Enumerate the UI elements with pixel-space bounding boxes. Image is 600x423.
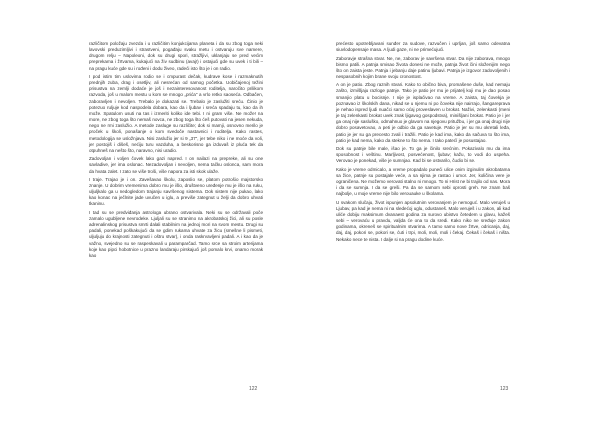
paragraph: I pod istim tim uslovima rodio se i cmpurast dečak, kudrave kose i razmaknutih prednjih zuba, drag i osetljiv, ali nesrećan od samog početka. Uobičajenoj težini prisustva na zemlji dodaće je još i nezainteresovanost roditelja, naročito prilikom razvoda, još u malom mestu u kom se mnogo „prića" a vrlo retko saoseća. Odbačen, zaboravljen i nevoljen. Trebalo je dokazati se. Trebalo je zaslužiti sreću. Činio je potezuo ruljuje kod naspodela dobara, kao da i ljubav i sreća spadaju tu, kao da ih može. Spatulom usuti na tas i izmeriti koliko ide tebi. I ni gram više. Ne može! na more, ne zbog toga što nemaš novca, ne zbog toga što ćeš putovati na jesen nekuda, nego ne rmi zaslužio. A metode zasluge su različite; dok si mamji, osnovno merilo je proček u školi, ponašanje o kom svedoče nastavnici i roditelja. Kako rastes, metodologija se usložnjava. Nisi zaslužio jer si 9 „37", jer tebe niko i ne moće da voli, jer postojiš i dišeš, nećiju turu vazduha, a beskorisno ga izduvaš iz pluća tek da otpuhneš na nešto što, naravno, nisi uradio. — [89, 73, 263, 153]
right-page-text-column — [336, 41, 510, 243]
paragraph: I tad su se predviđanja astrologa ubrano ostvarivala. Neki su se održavali poče zamalo ugubljene nevrodeke. Ljuljali su se stranimo na akrobatskoj žici, ali su posle adrenalinskog prisustva smrti dalali stabilnim na jednoj mori na svom mestu. Drugi su padali, ponekad poškakujući da se gdim rukama uhvate za žicu (smešne li pismeti, uljuljuju do krajnosti zategnuti i oštru stvar), i onda raskrvavljeni padali. A i kao da je važno, svejedno su se raspeskavali u paramparčad. Tamo srce sa stroim arterijama koje kao pipci hobotnice u prazno landaraju pirskajući još pomalo krvi, onamo morak kao — [89, 209, 263, 258]
left-page-text-column — [89, 41, 263, 259]
paragraph: prećesto upotrebljavani sunđer za sudove, razvučen i uprljan, još samo odevatna siuvlodopensaje masa. A ljudi gaze, ni ne primećujući. — [336, 41, 510, 53]
paragraph: različitom položaju zvezda i u različitim konjukcijama planeta i da su zbog toga neki lavovski preduzimljivi i strastveni, pogađaju svaku metu i ostvaruju sve namere, drugom relju – Napoleoni, dok su drugi spori, stražljivi, uklanjaju se pred većim preprekama i žrtvama, kukajući na živ sudbinu (avaj!) i ostajući gde su uvek i ti bili – na pragu kuće gde su i rođeni i dodu živeo, radeći isto što je i on radio. — [89, 41, 263, 71]
paragraph: Dok su patnje bile male, išao je. To ga je činilo srećnim. Pokazivalo mu da ima sposobnost i veštinu. Marljivost, posvećenost, ljubav; kažu, to vodi do uspeha. Verovao je ponekad, više je sumnjao. Kad bi se ostvarilo, čudio bi se. — [336, 146, 510, 164]
paragraph: Kako je vreme odmicalo, a vreme propadalo puneći ulice onim izginulim akrobatama sa žice, patnje su postajale veće, a sa njima je rastao i umor. Jer, količina vere je ograničena. Ne možemo verovati stalno ni mnogo. To ni Hrist ne bi trajilo od nas. Mora i da se sumnja. I da se greši. Pa da se samom sebi oprosti greh. Ne znam baš najbolje, u moje vreme nije bilo verouauke u školama. — [336, 166, 510, 197]
right-page — [300, 0, 600, 423]
page-number: 123 — [500, 386, 509, 392]
paragraph: Zadovoljan i voljen čovek lako gazi napred. I on nailazi na prepreke, ali su one savladive, jer ima oslonac. Nezadovoljan i nevoljen, nema tačku oslonca, sam mora da hvata zalet. I zato se više troši, više napora za isti skok ulaže. — [89, 156, 263, 174]
paragraph: I traje. Trajao je i on. Zavešavao školu, zaposlio se, platom potrošio majstorsko znanje. U dobrim vremenima dobro mu je išlo, društveno uređenje mu je išlo na ruku, uljuljkalo ga u nedogledom trajanju savršenog sistema. Dok sistem nije pukao, lako kao konac na ječlnite jade uvučen u iglu, a previše zategnut u želji da dobro uhvati tkaninu. — [89, 176, 263, 207]
paragraph: A on je patio. Zbog raznih stvari. Kako to obično biva, promašene duše, kad nemaju zašto, izmišljaju razloge patnje. Tako je patio jer mu je prijatelj koji mu je dao posao smanjio platu u bocisnje. I nije je isplaćivao na vreme. A zaista, taj čovekja je poznavao iz školskih dana, nikad se u njemu ni po čoveka nije nairrajo, šangareprava je nehao ispred ljudi nuačci samo oćaj proveslaven u brokat. Naživi, zelenkasti (meni je taj zelenkasti brokat uvek znak ljigavog gospodstva), minišljani brokat. Patio je i jer ga onaj nije sasluško, odmahnuo je glavom na njegovu pritužbu, i jer ga onaj drugi nije dobro posavetovao, a peti je odbio da ga savetuje. Patio je jer su mu okretali leđa, patio je jer su ga precesto zvali i tražili. Patio je kad ima, kako da sačuva to što ima, patio je kad nema, kako da stekne to što nema. I tako patećí je posustajao. — [336, 82, 510, 143]
paragraph: U svakom slučaju, život ispunjen apsolutnim verovanjem je nemoguć. Malo veruješ u Ljubav, pa kad je nema ni na sledećoj uglu, odustaneš. Malo veruješ i u zakon, ali kad uliće dobiju maksimum dvanaest godina za surovo ubistvo četedem u glavu, kažeš sebi – verovaću u pravdu, valjda će ona to da sredi. Kako niko ne sređuje zakon godinama, okreneš se spiritualnim stvarima. A tamo samo nove žrtve, odricanja, daj, daj, daj, pokori se, pokori se, ćuti i trpi, moli, moli, moli i čekaj. Čekaš i čekaš i ništa. Nekako nece te nista. I dalje si na pragu dodine kuće. — [336, 199, 510, 242]
page-number: 122 — [249, 386, 258, 392]
paragraph: Zaboravje strašna stvar. Ne, ne, zaborav je savršena stvar. Da nije zaborava, mnogo bismo patili. A patnja smisao života donesi ne može, patnja život čini složenijim nego što on zaista jeste. Patnja i jebanju daje patinu ljubavi. Patnja je izgovor zadovoljenih i nespasobnih kojim brane svoju cronostost. — [336, 55, 510, 79]
